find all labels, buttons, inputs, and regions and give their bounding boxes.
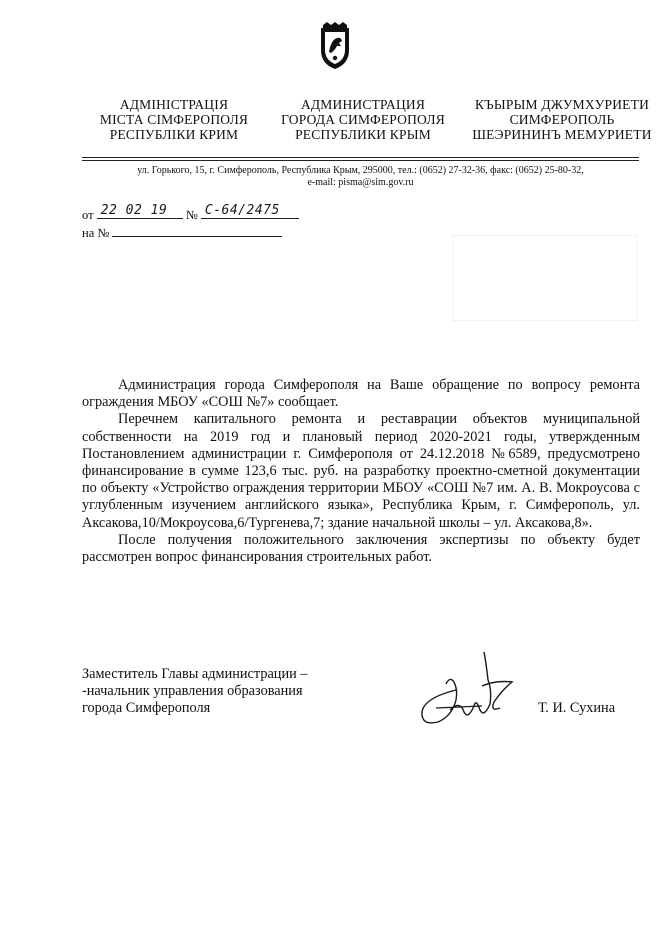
- header-cr-line-1: КЪЫРЫМ ДЖУМХУРИЕТИ: [474, 97, 650, 112]
- header-cr-line-2: СИМФЕРОПОЛЬ: [509, 112, 615, 127]
- letter-body: [82, 377, 640, 566]
- header-ua-line-2: МІСТА СІМФЕРОПОЛЯ: [99, 112, 249, 127]
- outgoing-reference: [82, 203, 299, 223]
- body-paragraph: После получения положительного заключения экспертизы по объекту будет рассмотрен вопрос финансирования строительных работ.: [82, 531, 640, 566]
- signer-name: Т. И. Сухина: [538, 700, 616, 716]
- header-ru-line-2: ГОРОДА СИМФЕРОПОЛЯ: [281, 112, 445, 127]
- handwritten-signature-icon: [416, 650, 520, 732]
- number-label: №: [185, 208, 198, 222]
- from-label: от: [82, 208, 94, 222]
- header-ua-line-1: АДМІНІСТРАЦІЯ: [119, 97, 229, 112]
- reply-number-field: [112, 224, 282, 237]
- date-field: [97, 203, 183, 219]
- header-divider-bottom: [82, 160, 639, 161]
- header-ukrainian: [94, 97, 254, 142]
- number-value: С-64/2475: [204, 203, 280, 218]
- header-divider-top: [82, 157, 639, 158]
- header-ru-line-1: АДМИНИСТРАЦИЯ: [300, 97, 426, 112]
- number-field: [201, 203, 299, 219]
- body-paragraph: Перечнем капитального ремонта и реставрации объектов муниципальной собственности на 2019 год и плановый период 2020-2021 годы, утвержденным Постановлением администрации г. Симферополя от 24.12.2018 №6589, предусмотрено финансирование в сумме 123,6 тыс. руб. на разработку проектно-сметной документации по объекту «Устройство ограждения территории МБОУ «СОШ №7 им. А. В. Мокроусова с углубленным изучением английского языка», Республика Крым, г. Симферополь, ул. Аксакова,10/Мокроусова,6/Тургенева,7; здание начальной школы – ул. Аксакова,8».: [82, 411, 640, 531]
- header-russian: [268, 97, 458, 142]
- header-crimean-tatar: [462, 97, 662, 142]
- signatory-position: [82, 666, 307, 718]
- header-ua-line-3: РЕСПУБЛІКИ КРИМ: [109, 127, 239, 142]
- date-value: 22 02 19: [100, 203, 168, 218]
- position-line-3: города Симферополя: [82, 700, 211, 717]
- address-line: ул. Горького, 15, г. Симферополь, Республика Крым, 295000, тел.: (0652) 27-32-36, факс: (0652) 25-80-32,: [137, 165, 584, 176]
- position-line-1: Заместитель Главы администрации –: [82, 666, 308, 682]
- email-line: e-mail: pisma@sim.gov.ru: [307, 177, 414, 188]
- position-line-2: -начальник управления образования: [82, 683, 303, 700]
- body-paragraph: Администрация города Симферополя на Ваше обращение по вопросу ремонта ограждения МБОУ «СОШ №7» сообщает.: [82, 377, 640, 411]
- redacted-addressee: [453, 236, 636, 320]
- header-ru-line-3: РЕСПУБЛИКИ КРЫМ: [295, 127, 431, 142]
- header-cr-line-3: ШЕЭРИНИНЪ МЕМУРИЕТИ: [472, 127, 652, 142]
- coat-of-arms-icon: [317, 22, 353, 70]
- address-block: [82, 165, 639, 189]
- in-reply-label: на №: [82, 226, 110, 240]
- reply-reference: [82, 224, 282, 241]
